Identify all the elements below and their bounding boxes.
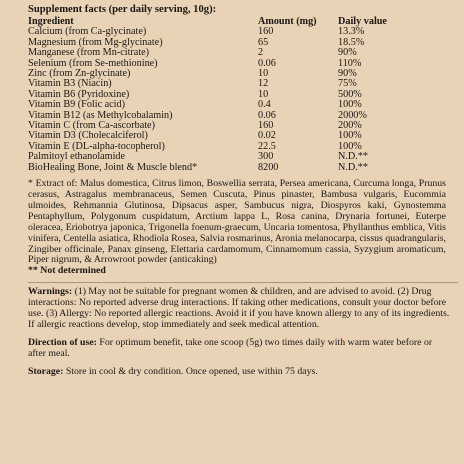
ingredient-cell: Manganese (from Mn-citrate) — [28, 47, 150, 59]
ingredient-cell: Vitamin B9 (Folic acid) — [28, 99, 125, 111]
ingredient-cell: Vitamin C (from Ca-ascorbate) — [28, 120, 155, 132]
facts-title: Supplement facts (per daily serving, 10g): — [28, 4, 217, 15]
ingredient-cell: Zinc (from Zn-glycinate) — [28, 68, 131, 80]
extract-text: Malus domestica, Citrus limon, Boswellia serrata, Persea americana, Curcuma longa, Prunus cerasus, Astragalus membranaceus, Semen Cuscuta, Pinus pinaster, Bambusa vulgaris, Eucommia ulmoides, Rehmannia Glutinosa, Dipsacus asper, Sambucus nigra, Diospyros kaki, Gynostemma Pentaphyllum, Polygonum cuspidatum, Arctium lappa L, Rosa canina, Drynaria fortunei, Euterpe oleracea, Eriobotrya japonica, Trigonella foenum-graecum, Uncaria tomentosa, Phyllanthus emblica, Vitis vinifera, Centella asiatica, Rhodiola Rosea, Salvia rosmarinus, Aronia melanocarpa, cissus quadrangularis, Zingiber officinale, Panax ginseng, Elettaria cardamomum, Cinnamomum cassia, Syzygium aromaticum, Piper nigrum, & Arrowroot powder (anticaking) — [28, 178, 446, 266]
ingredient-cell: Magnesium (from Mg-glycinate) — [28, 36, 163, 48]
daily-value-cell: 13.3% — [338, 26, 365, 38]
warnings-label: Warnings: — [28, 286, 73, 298]
ingredient-cell: Vitamin B12 (as Methylcobalamin) — [28, 109, 173, 121]
daily-value-cell: 500% — [338, 88, 362, 100]
ingredient-cell: BioHealing Bone, Joint & Muscle blend* — [28, 161, 198, 173]
warnings-paragraph — [28, 287, 452, 331]
ingredient-cell: Palmitoyl ethanolamide — [28, 151, 126, 163]
storage-paragraph — [28, 367, 452, 378]
header-amount: Amount (mg) — [258, 16, 317, 27]
amount-cell: 65 — [258, 36, 269, 48]
table-row — [28, 163, 418, 173]
extract-paragraph — [28, 179, 446, 266]
header-daily-value: Daily value — [338, 16, 387, 27]
ingredient-cell: Calcium (from Ca-glycinate) — [28, 26, 147, 38]
daily-value-cell: 18.5% — [338, 36, 365, 48]
amount-cell: 0.4 — [258, 99, 271, 111]
not-determined-note: ** Not determined — [28, 265, 106, 277]
amount-cell: 22.5 — [258, 140, 276, 152]
amount-cell: 160 — [258, 26, 274, 38]
daily-value-cell: N.D.** — [338, 161, 368, 173]
daily-value-cell: 90% — [338, 68, 357, 80]
ingredient-cell: Vitamin E (DL-alpha-tocopherol) — [28, 140, 165, 152]
daily-value-cell: 90% — [338, 47, 357, 59]
direction-text: For optimum benefit, take one scoop (5g) two times daily with warm water before or after meal. — [28, 336, 433, 359]
amount-cell: 10 — [258, 68, 269, 80]
ingredient-cell: Vitamin B3 (Niacin) — [28, 78, 112, 90]
amount-cell: 0.06 — [258, 109, 276, 121]
amount-cell: 10 — [258, 88, 269, 100]
storage-text: Store in cool & dry condition. Once opened, use within 75 days. — [65, 365, 318, 377]
ingredient-cell: Vitamin D3 (Cholecalciferol) — [28, 130, 148, 142]
header-ingredient: Ingredient — [28, 16, 74, 27]
warnings-text: (1) May not be suitable for pregnant women & children, and are advised to avoid. (2) Drug interactions: No reported adverse drug interactions. If taking other medications, consult your doctor before use. (3) Allergy: No reported allergic reactions. Avoid it if you have known allergy to any of its ingredients. If allergic reactions develop, stop immediately and seek medical attention. — [28, 286, 450, 330]
facts-table — [28, 17, 418, 173]
daily-value-cell: N.D.** — [338, 151, 368, 163]
facts-table-body — [28, 27, 418, 173]
amount-cell: 0.06 — [258, 57, 276, 69]
amount-cell: 160 — [258, 120, 274, 132]
direction-label: Direction of use: — [28, 336, 97, 348]
direction-paragraph — [28, 338, 452, 360]
daily-value-cell: 110% — [338, 57, 362, 69]
amount-cell: 300 — [258, 151, 274, 163]
ingredient-cell: Vitamin B6 (Pyridoxine) — [28, 88, 130, 100]
daily-value-cell: 75% — [338, 78, 357, 90]
amount-cell: 2 — [258, 47, 264, 59]
extract-label: * Extract of: — [28, 178, 78, 190]
amount-cell: 0.02 — [258, 130, 276, 142]
daily-value-cell: 200% — [338, 120, 362, 132]
daily-value-cell: 100% — [338, 99, 362, 111]
daily-value-cell: 2000% — [338, 109, 367, 121]
daily-value-cell: 100% — [338, 130, 362, 142]
daily-value-cell: 100% — [338, 140, 362, 152]
amount-cell: 12 — [258, 78, 269, 90]
amount-cell: 8200 — [258, 161, 279, 173]
storage-label: Storage: — [28, 365, 64, 377]
ingredient-cell: Selenium (from Se-methionine) — [28, 57, 158, 69]
section-divider — [28, 282, 458, 283]
